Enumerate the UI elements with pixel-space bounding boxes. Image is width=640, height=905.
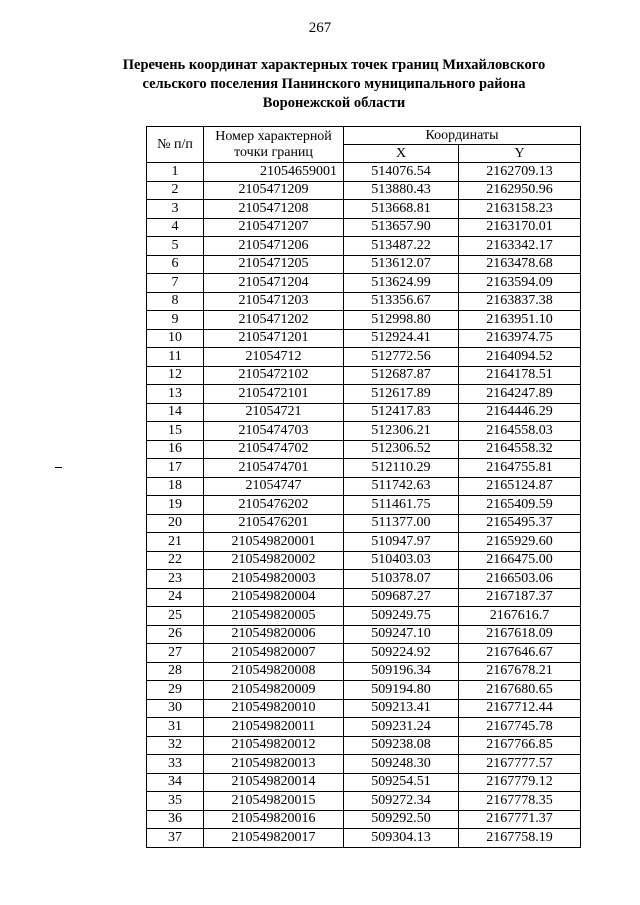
- y-coordinate-cell: 2165409.59: [459, 496, 581, 515]
- row-number-cell: 35: [147, 792, 204, 811]
- table-row: [147, 255, 581, 274]
- x-coordinate-cell: 513668.81: [344, 200, 459, 219]
- x-coordinate-cell: 510378.07: [344, 570, 459, 589]
- table-row: [147, 570, 581, 589]
- point-number-cell: 210549820016: [204, 810, 344, 829]
- table-row: [147, 810, 581, 829]
- y-coordinate-cell: 2167187.37: [459, 588, 581, 607]
- point-number-cell: 2105471205: [204, 255, 344, 274]
- table-row: [147, 440, 581, 459]
- x-coordinate-cell: 511377.00: [344, 514, 459, 533]
- table-row: [147, 551, 581, 570]
- point-number-cell: 21054659001: [204, 163, 344, 182]
- coordinates-table: [146, 126, 581, 848]
- x-coordinate-cell: 512306.52: [344, 440, 459, 459]
- x-coordinate-cell: 509248.30: [344, 755, 459, 774]
- point-number-cell: 210549820017: [204, 829, 344, 848]
- point-number-cell: 21054747: [204, 477, 344, 496]
- y-coordinate-cell: 2165124.87: [459, 477, 581, 496]
- y-coordinate-cell: 2167777.57: [459, 755, 581, 774]
- page-number: 267: [308, 20, 332, 36]
- x-coordinate-cell: 509292.50: [344, 810, 459, 829]
- x-coordinate-cell: 513624.99: [344, 274, 459, 293]
- table-row: [147, 755, 581, 774]
- table-body: [147, 163, 581, 848]
- row-number-cell: 31: [147, 718, 204, 737]
- point-number-cell: 210549820002: [204, 551, 344, 570]
- point-number-cell: 210549820014: [204, 773, 344, 792]
- y-coordinate-cell: 2164558.03: [459, 422, 581, 441]
- table-row: [147, 218, 581, 237]
- y-coordinate-cell: 2164446.29: [459, 403, 581, 422]
- header-row-number: № п/п: [147, 127, 204, 163]
- point-number-cell: 2105471206: [204, 237, 344, 256]
- table-row: [147, 311, 581, 330]
- x-coordinate-cell: 510403.03: [344, 551, 459, 570]
- point-number-cell: 2105472102: [204, 366, 344, 385]
- x-coordinate-cell: 513356.67: [344, 292, 459, 311]
- point-number-cell: 2105474703: [204, 422, 344, 441]
- table-row: [147, 274, 581, 293]
- y-coordinate-cell: 2167779.12: [459, 773, 581, 792]
- y-coordinate-cell: 2167680.65: [459, 681, 581, 700]
- x-coordinate-cell: 509249.75: [344, 607, 459, 626]
- row-number-cell: 36: [147, 810, 204, 829]
- y-coordinate-cell: 2164247.89: [459, 385, 581, 404]
- table-row: [147, 773, 581, 792]
- row-number-cell: 27: [147, 644, 204, 663]
- table-row: [147, 459, 581, 478]
- table-row: [147, 644, 581, 663]
- point-number-cell: 2105471203: [204, 292, 344, 311]
- point-number-cell: 2105471204: [204, 274, 344, 293]
- x-coordinate-cell: 509213.41: [344, 699, 459, 718]
- table-row: [147, 681, 581, 700]
- row-number-cell: 16: [147, 440, 204, 459]
- y-coordinate-cell: 2167646.67: [459, 644, 581, 663]
- row-number-cell: 29: [147, 681, 204, 700]
- y-coordinate-cell: 2165929.60: [459, 533, 581, 552]
- row-number-cell: 4: [147, 218, 204, 237]
- table-row: [147, 403, 581, 422]
- table-row: [147, 588, 581, 607]
- row-number-cell: 34: [147, 773, 204, 792]
- y-coordinate-cell: 2165495.37: [459, 514, 581, 533]
- point-number-cell: 2105471202: [204, 311, 344, 330]
- x-coordinate-cell: 512998.80: [344, 311, 459, 330]
- row-number-cell: 28: [147, 662, 204, 681]
- point-number-cell: 210549820013: [204, 755, 344, 774]
- row-number-cell: 15: [147, 422, 204, 441]
- x-coordinate-cell: 509687.27: [344, 588, 459, 607]
- header-y: Y: [459, 145, 581, 163]
- y-coordinate-cell: 2163342.17: [459, 237, 581, 256]
- x-coordinate-cell: 509231.24: [344, 718, 459, 737]
- x-coordinate-cell: 509247.10: [344, 625, 459, 644]
- x-coordinate-cell: 510947.97: [344, 533, 459, 552]
- x-coordinate-cell: 513880.43: [344, 181, 459, 200]
- table-row: [147, 366, 581, 385]
- table-row: [147, 625, 581, 644]
- x-coordinate-cell: 509194.80: [344, 681, 459, 700]
- row-number-cell: 32: [147, 736, 204, 755]
- y-coordinate-cell: 2162709.13: [459, 163, 581, 182]
- header-x: X: [344, 145, 459, 163]
- document-title: [100, 56, 568, 113]
- row-number-cell: 37: [147, 829, 204, 848]
- x-coordinate-cell: 513657.90: [344, 218, 459, 237]
- row-number-cell: 5: [147, 237, 204, 256]
- table-row: [147, 348, 581, 367]
- table-row: [147, 792, 581, 811]
- row-number-cell: 12: [147, 366, 204, 385]
- point-number-cell: 2105471209: [204, 181, 344, 200]
- y-coordinate-cell: 2163158.23: [459, 200, 581, 219]
- margin-mark: [55, 467, 62, 468]
- row-number-cell: 7: [147, 274, 204, 293]
- x-coordinate-cell: 512417.83: [344, 403, 459, 422]
- title-line-1: Перечень координат характерных точек границ Михайловского: [122, 57, 546, 73]
- row-number-cell: 6: [147, 255, 204, 274]
- row-number-cell: 13: [147, 385, 204, 404]
- x-coordinate-cell: 512110.29: [344, 459, 459, 478]
- header-point-line-1: Номер характерной: [215, 128, 332, 144]
- y-coordinate-cell: 2163837.38: [459, 292, 581, 311]
- point-number-cell: 2105471207: [204, 218, 344, 237]
- row-number-cell: 14: [147, 403, 204, 422]
- table-row: [147, 736, 581, 755]
- table-row: [147, 385, 581, 404]
- y-coordinate-cell: 2162950.96: [459, 181, 581, 200]
- point-number-cell: 2105474701: [204, 459, 344, 478]
- y-coordinate-cell: 2167712.44: [459, 699, 581, 718]
- y-coordinate-cell: 2163170.01: [459, 218, 581, 237]
- table-row: [147, 477, 581, 496]
- header-coordinates: Координаты: [344, 127, 581, 145]
- x-coordinate-cell: 509272.34: [344, 792, 459, 811]
- point-number-cell: 210549820012: [204, 736, 344, 755]
- y-coordinate-cell: 2167771.37: [459, 810, 581, 829]
- point-number-cell: 210549820003: [204, 570, 344, 589]
- point-number-cell: 2105474702: [204, 440, 344, 459]
- row-number-cell: 18: [147, 477, 204, 496]
- y-coordinate-cell: 2167678.21: [459, 662, 581, 681]
- table-row: [147, 662, 581, 681]
- table-row: [147, 699, 581, 718]
- point-number-cell: 210549820007: [204, 644, 344, 663]
- table-row: [147, 292, 581, 311]
- y-coordinate-cell: 2164755.81: [459, 459, 581, 478]
- row-number-cell: 25: [147, 607, 204, 626]
- table-row: [147, 329, 581, 348]
- row-number-cell: 10: [147, 329, 204, 348]
- y-coordinate-cell: 2163974.75: [459, 329, 581, 348]
- row-number-cell: 19: [147, 496, 204, 515]
- point-number-cell: 2105471208: [204, 200, 344, 219]
- row-number-cell: 9: [147, 311, 204, 330]
- y-coordinate-cell: 2167616.7: [459, 607, 581, 626]
- point-number-cell: 210549820008: [204, 662, 344, 681]
- row-number-cell: 22: [147, 551, 204, 570]
- x-coordinate-cell: 512924.41: [344, 329, 459, 348]
- table-row: [147, 237, 581, 256]
- y-coordinate-cell: 2167618.09: [459, 625, 581, 644]
- y-coordinate-cell: 2167758.19: [459, 829, 581, 848]
- x-coordinate-cell: 512772.56: [344, 348, 459, 367]
- x-coordinate-cell: 509196.34: [344, 662, 459, 681]
- point-number-cell: 210549820001: [204, 533, 344, 552]
- y-coordinate-cell: 2163478.68: [459, 255, 581, 274]
- title-line-3: Воронежской области: [262, 95, 406, 111]
- title-line-2: сельского поселения Панинского муниципального района: [142, 76, 526, 92]
- x-coordinate-cell: 509304.13: [344, 829, 459, 848]
- row-number-cell: 23: [147, 570, 204, 589]
- y-coordinate-cell: 2164178.51: [459, 366, 581, 385]
- row-number-cell: 17: [147, 459, 204, 478]
- point-number-cell: 210549820009: [204, 681, 344, 700]
- point-number-cell: 2105476202: [204, 496, 344, 515]
- point-number-cell: 2105471201: [204, 329, 344, 348]
- row-number-cell: 3: [147, 200, 204, 219]
- x-coordinate-cell: 509238.08: [344, 736, 459, 755]
- row-number-cell: 20: [147, 514, 204, 533]
- row-number-cell: 24: [147, 588, 204, 607]
- row-number-cell: 30: [147, 699, 204, 718]
- point-number-cell: 21054721: [204, 403, 344, 422]
- y-coordinate-cell: 2164094.52: [459, 348, 581, 367]
- point-number-cell: 210549820004: [204, 588, 344, 607]
- point-number-cell: 2105472101: [204, 385, 344, 404]
- y-coordinate-cell: 2167778.35: [459, 792, 581, 811]
- x-coordinate-cell: 509224.92: [344, 644, 459, 663]
- point-number-cell: 210549820010: [204, 699, 344, 718]
- table-row: [147, 514, 581, 533]
- point-number-cell: 210549820006: [204, 625, 344, 644]
- header-point-line-2: точки границ: [234, 144, 313, 160]
- table-row: [147, 496, 581, 515]
- table-row: [147, 422, 581, 441]
- y-coordinate-cell: 2164558.32: [459, 440, 581, 459]
- table-row: [147, 163, 581, 182]
- row-number-cell: 1: [147, 163, 204, 182]
- y-coordinate-cell: 2167766.85: [459, 736, 581, 755]
- y-coordinate-cell: 2166475.00: [459, 551, 581, 570]
- x-coordinate-cell: 511461.75: [344, 496, 459, 515]
- header-point-number: [204, 127, 344, 163]
- x-coordinate-cell: 509254.51: [344, 773, 459, 792]
- y-coordinate-cell: 2163594.09: [459, 274, 581, 293]
- x-coordinate-cell: 512617.89: [344, 385, 459, 404]
- table-row: [147, 200, 581, 219]
- x-coordinate-cell: 511742.63: [344, 477, 459, 496]
- point-number-cell: 2105476201: [204, 514, 344, 533]
- x-coordinate-cell: 512306.21: [344, 422, 459, 441]
- y-coordinate-cell: 2166503.06: [459, 570, 581, 589]
- row-number-cell: 8: [147, 292, 204, 311]
- table-row: [147, 533, 581, 552]
- point-number-cell: 210549820015: [204, 792, 344, 811]
- point-number-cell: 210549820005: [204, 607, 344, 626]
- table-row: [147, 718, 581, 737]
- y-coordinate-cell: 2167745.78: [459, 718, 581, 737]
- point-number-cell: 21054712: [204, 348, 344, 367]
- row-number-cell: 33: [147, 755, 204, 774]
- table-row: [147, 181, 581, 200]
- row-number-cell: 2: [147, 181, 204, 200]
- x-coordinate-cell: 512687.87: [344, 366, 459, 385]
- table-row: [147, 829, 581, 848]
- table-row: [147, 607, 581, 626]
- row-number-cell: 26: [147, 625, 204, 644]
- row-number-cell: 11: [147, 348, 204, 367]
- x-coordinate-cell: 513487.22: [344, 237, 459, 256]
- x-coordinate-cell: 514076.54: [344, 163, 459, 182]
- point-number-cell: 210549820011: [204, 718, 344, 737]
- x-coordinate-cell: 513612.07: [344, 255, 459, 274]
- y-coordinate-cell: 2163951.10: [459, 311, 581, 330]
- row-number-cell: 21: [147, 533, 204, 552]
